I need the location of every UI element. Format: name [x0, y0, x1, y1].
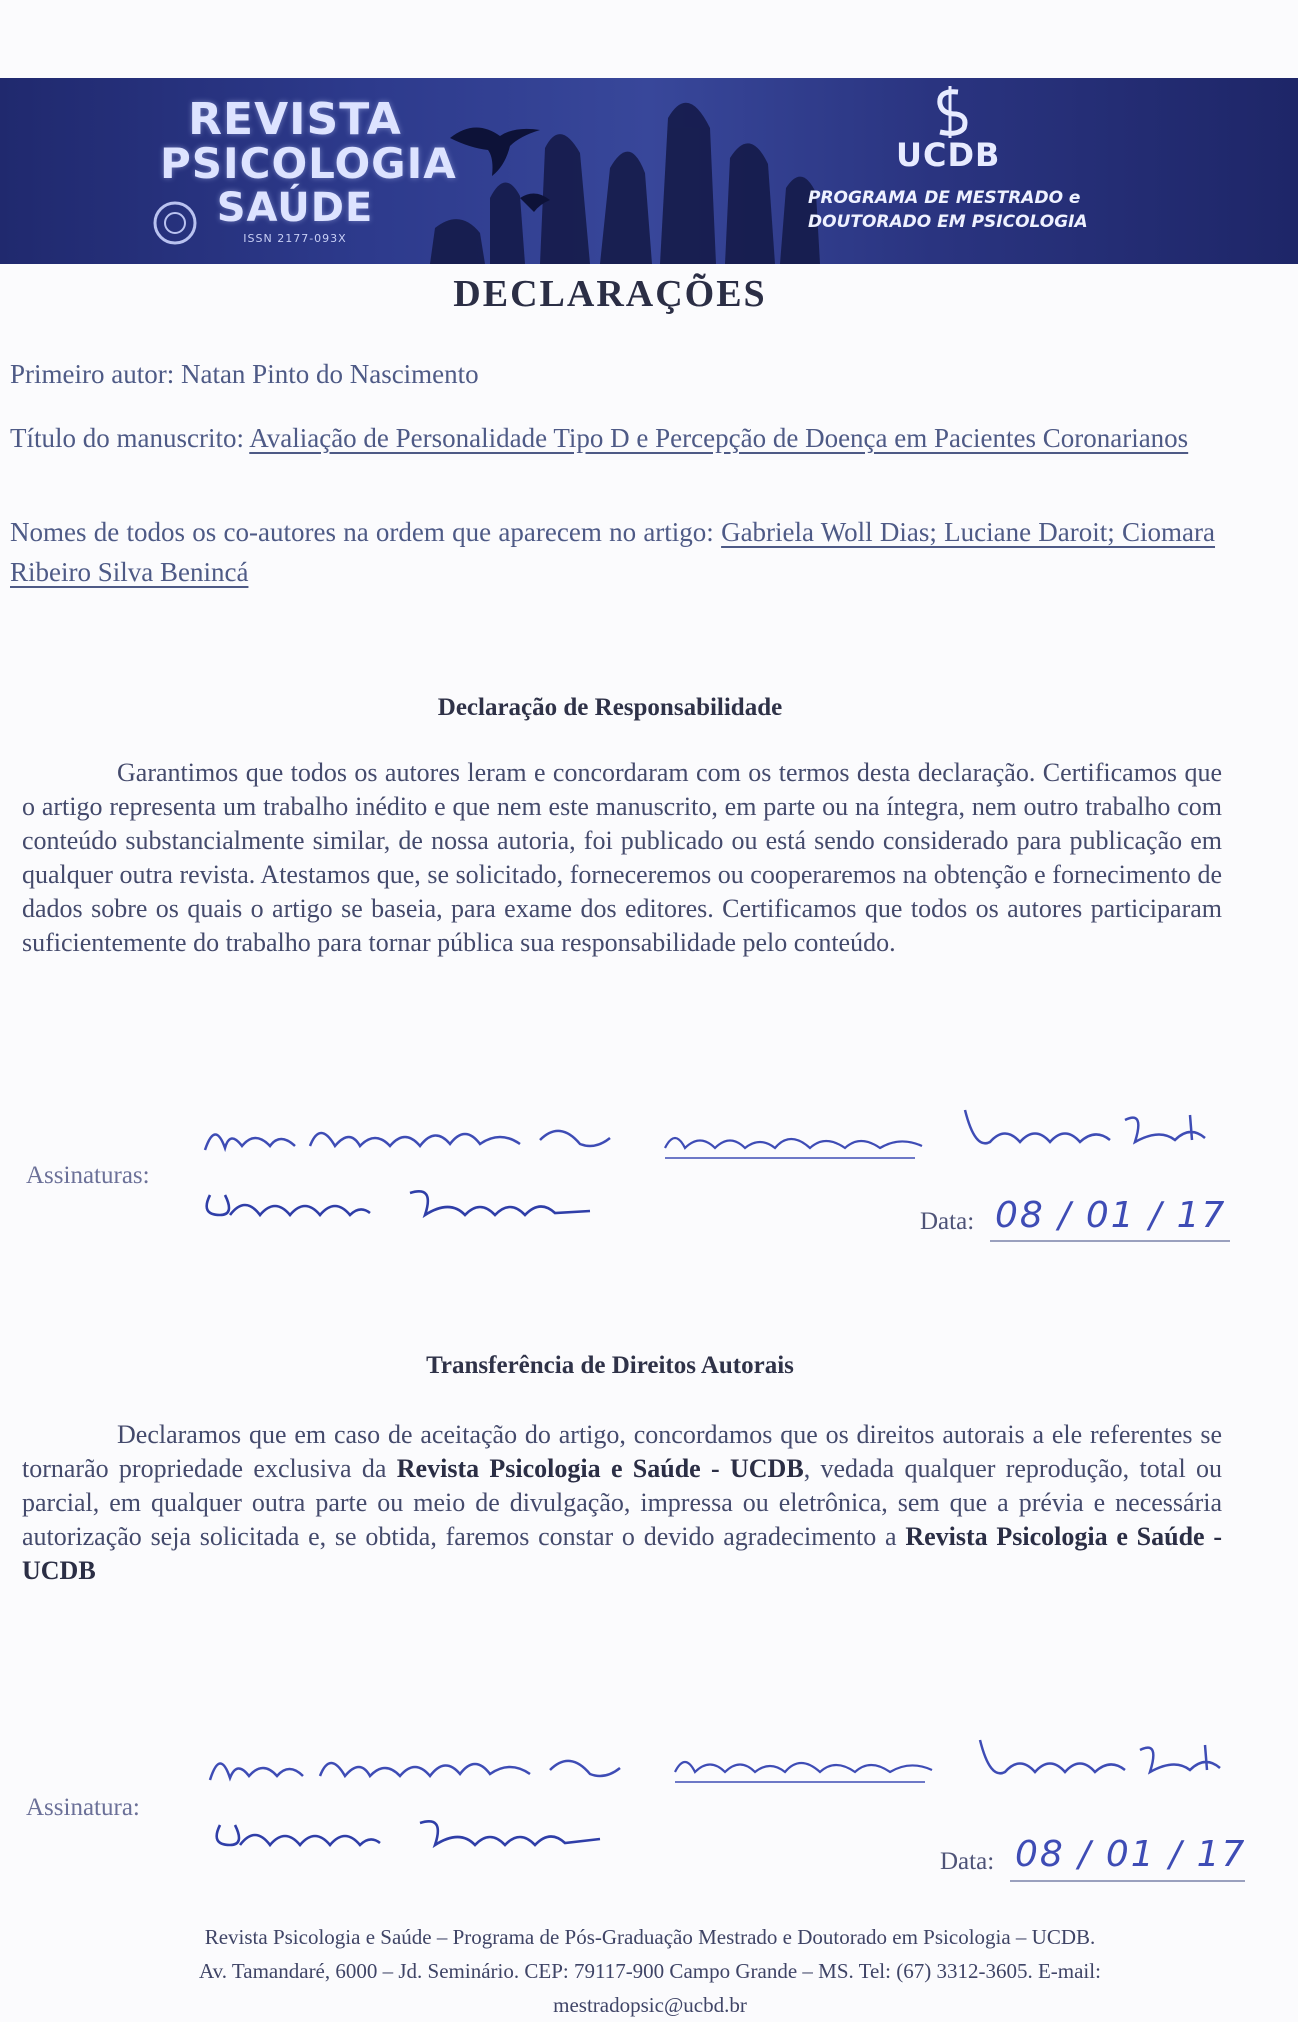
- signature-luciane-2: [975, 1730, 1235, 1790]
- signature-natan-2: [205, 1738, 645, 1798]
- journal-logo: [160, 94, 457, 245]
- ucdb-logo-icon: [928, 86, 972, 138]
- date-value-2: 08 / 01 / 17: [1015, 1834, 1247, 1875]
- journal-header-banner: [0, 78, 1298, 264]
- signature-gabriela: [660, 1118, 930, 1168]
- signatures-label: Assinaturas:: [26, 1162, 150, 1189]
- copyright-text-part1: Declaramos que em caso de aceitação do artigo, concordamos que os direitos autorais a ele referentes se tornarão propriedade exclusiva da: [22, 1420, 1222, 1483]
- program-name: [808, 186, 1108, 234]
- coauthors-value: Gabriela Woll Dias; Luciane Daroit; Ciomara Ribeiro Silva Benincá: [10, 517, 1216, 587]
- footer-email: mestradopsic@ucbd.br: [553, 1993, 747, 2017]
- responsibility-heading: Declaração de Responsabilidade: [437, 694, 783, 721]
- manuscript-label: Título do manuscrito:: [10, 423, 244, 453]
- forest-illustration: [430, 78, 950, 264]
- manuscript-field: [10, 418, 1215, 458]
- program-line2: DOUTORADO EM PSICOLOGIA: [808, 212, 1088, 232]
- signature-gabriela-2: [670, 1742, 940, 1792]
- date-line-2: [1010, 1880, 1245, 1882]
- first-author-value: Natan Pinto do Nascimento: [180, 359, 479, 389]
- signature-ciomara: [200, 1175, 640, 1235]
- university-name: UCDB: [896, 136, 1001, 174]
- footer: [40, 1920, 1260, 2022]
- journal-name-line2: PSICOLOGIA: [160, 139, 457, 188]
- date-value-1: 08 / 01 / 17: [995, 1195, 1227, 1236]
- manuscript-title: Avaliação de Personalidade Tipo D e Percepção de Doença em Pacientes Coronarianos: [249, 423, 1189, 453]
- copyright-heading: Transferência de Direitos Autorais: [426, 1352, 794, 1379]
- signature-natan: [200, 1110, 640, 1170]
- journal-name-line1: REVISTA: [188, 94, 402, 145]
- coauthors-field: [10, 512, 1215, 592]
- responsibility-text: Garantimos que todos os autores leram e concordaram com os termos desta declaração. Certificamos que o artigo representa um trabalho inédito e que nem este manuscrito, em parte ou na íntegra, nem outro trabalho com conteúdo substancialmente similar, de nossa autoria, foi publicado ou está sendo considerado para publicação em qualquer outra revista. Atestamos que, se solicitado, forneceremos ou cooperaremos na obtenção e fornecimento de dados sobre os quais o artigo se baseia, para exame dos editores. Certificamos que todos os autores participaram suficientemente do trabalho para tornar pública sua responsabilidade pelo conteúdo.: [22, 758, 1222, 957]
- signature-label: Assinatura:: [26, 1794, 140, 1821]
- journal-name-bold-1: Revista Psicologia e Saúde - UCDB: [396, 1454, 804, 1483]
- copyright-text-part2: , vedada qualquer reprodução, total ou parcial, em qualquer outra parte ou meio de divulgação, impressa ou eletrônica, sem que a prévia e necessária autorização seja solicitada e, se obtida, faremos constar o devido agradecimento a: [22, 1454, 1222, 1551]
- first-author-field: [10, 354, 1215, 394]
- first-author-label: Primeiro autor:: [10, 359, 175, 389]
- signature-ciomara-2: [210, 1805, 650, 1865]
- copyright-text: [22, 1418, 1222, 1588]
- date-label-2: Data:: [940, 1848, 995, 1875]
- date-label-1: Data:: [920, 1208, 975, 1235]
- issn: ISSN 2177-093X: [243, 232, 347, 245]
- signature-luciane: [960, 1100, 1220, 1160]
- journal-name-bold-2: Revista Psicologia e Saúde - UCDB: [22, 1522, 1222, 1585]
- bird-silhouette: [450, 127, 540, 176]
- journal-name-line3: SAÚDE: [216, 185, 374, 231]
- program-line1: PROGRAMA DE MESTRADO e: [808, 188, 1081, 208]
- footer-line2: Av. Tamandaré, 6000 – Jd. Seminário. CEP: 79117-900 Campo Grande – MS. Tel: (67) 3312-3605. E-mail:: [199, 1959, 1101, 1983]
- date-line-1: [990, 1240, 1230, 1242]
- coauthors-label: Nomes de todos os co-autores na ordem que aparecem no artigo:: [10, 517, 714, 547]
- page-title: DECLARAÇÕES: [453, 273, 767, 315]
- footer-line1: Revista Psicologia e Saúde – Programa de Pós-Graduação Mestrado e Doutorado em Psicologia – UCDB.: [204, 1925, 1096, 1949]
- ring-emblem-icon: [150, 198, 200, 248]
